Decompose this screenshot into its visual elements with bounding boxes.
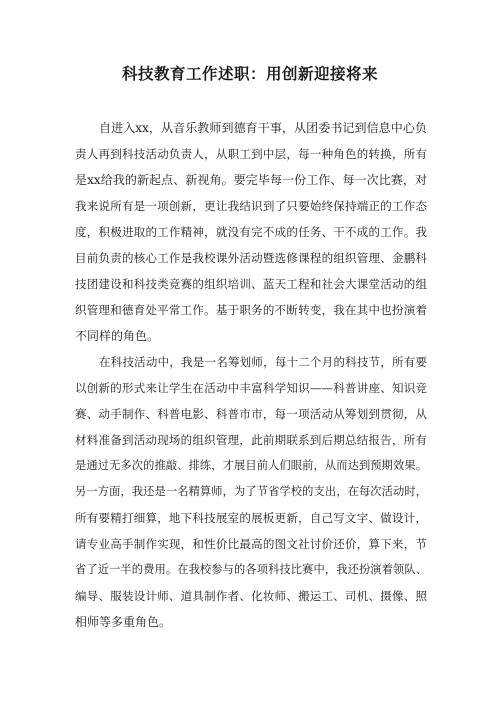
paragraph-1-line-1: 自进入xx，从音乐教师到德育干事，从团委书记到信息中心负 bbox=[99, 121, 427, 135]
paragraph-1-line-9: 不同样的角色。 bbox=[75, 329, 160, 343]
paragraph-1-line-3: 是xx给我的新起点、新视角。要完毕每一份工作、每一次比赛，对 bbox=[75, 173, 427, 187]
paragraph-2-line-8: 请专业高手制作实现，和性价比最高的图文社讨价还价，算下来，节 bbox=[75, 537, 427, 551]
paragraph-1-line-5: 度，积极进取的工作精神，就没有完不成的任务、干不成的工作。我 bbox=[75, 225, 427, 239]
paragraph-2-line-1: 在科技活动中，我是一名筹划师，每十二个月的科技节，所有要 bbox=[99, 355, 427, 369]
paragraph-1-line-8: 织管理和德育处平常工作。基于职务的不断转变，我在其中也扮演着 bbox=[75, 303, 427, 317]
paragraph-2-line-5: 是通过无多次的推敲、排练，才展目前人们眼前，从而达到预期效果。 bbox=[75, 459, 427, 472]
paragraph-2-line-10: 编导、服装设计师、道具制作者、化妆师、搬运工、司机、摄像、照 bbox=[75, 589, 427, 603]
document-title: 科技教育工作述职：用创新迎接将来 bbox=[121, 64, 378, 83]
paragraph-2-line-4: 材料准备到活动现场的组织管理，此前期联系到后期总结报告，所有 bbox=[75, 433, 427, 447]
paragraph-2-line-3: 赛、动手制作、科普电影、科普市市，每一项活动从筹划到贯彻，从 bbox=[75, 407, 427, 421]
paragraph-2-line-9: 省了近一半的费用。在我校参与的各项科技比赛中，我还扮演着领队、 bbox=[75, 563, 427, 576]
paragraph-1-line-4: 我来说所有是一项创新，更让我结识到了只要始终保持端正的工作态 bbox=[75, 199, 427, 213]
paragraph-2-line-2: 以创新的形式来让学生在活动中丰富科学知识——科普讲座、知识竞 bbox=[75, 381, 427, 395]
paragraph-1-line-6: 目前负责的核心工作是我校课外活动暨选修课程的组织管理、金鹏科 bbox=[75, 251, 427, 265]
paragraph-2-line-11: 相师等多重角色。 bbox=[75, 615, 172, 629]
paragraph-1-line-2: 责人再到科技活动负责人，从职工到中层，每一种角色的转换，所有 bbox=[75, 147, 427, 161]
paragraph-2-line-6: 另一方面，我还是一名精算师，为了节省学校的支出，在每次活动时， bbox=[75, 485, 427, 498]
paragraph-2-line-7: 所有要精打细算，地下科技展室的展板更新，自己写文字、做设计， bbox=[75, 511, 427, 525]
paragraph-1-line-7: 技团建设和科技类竞赛的组织培训、蓝天工程和社会大课堂活动的组 bbox=[75, 277, 427, 291]
